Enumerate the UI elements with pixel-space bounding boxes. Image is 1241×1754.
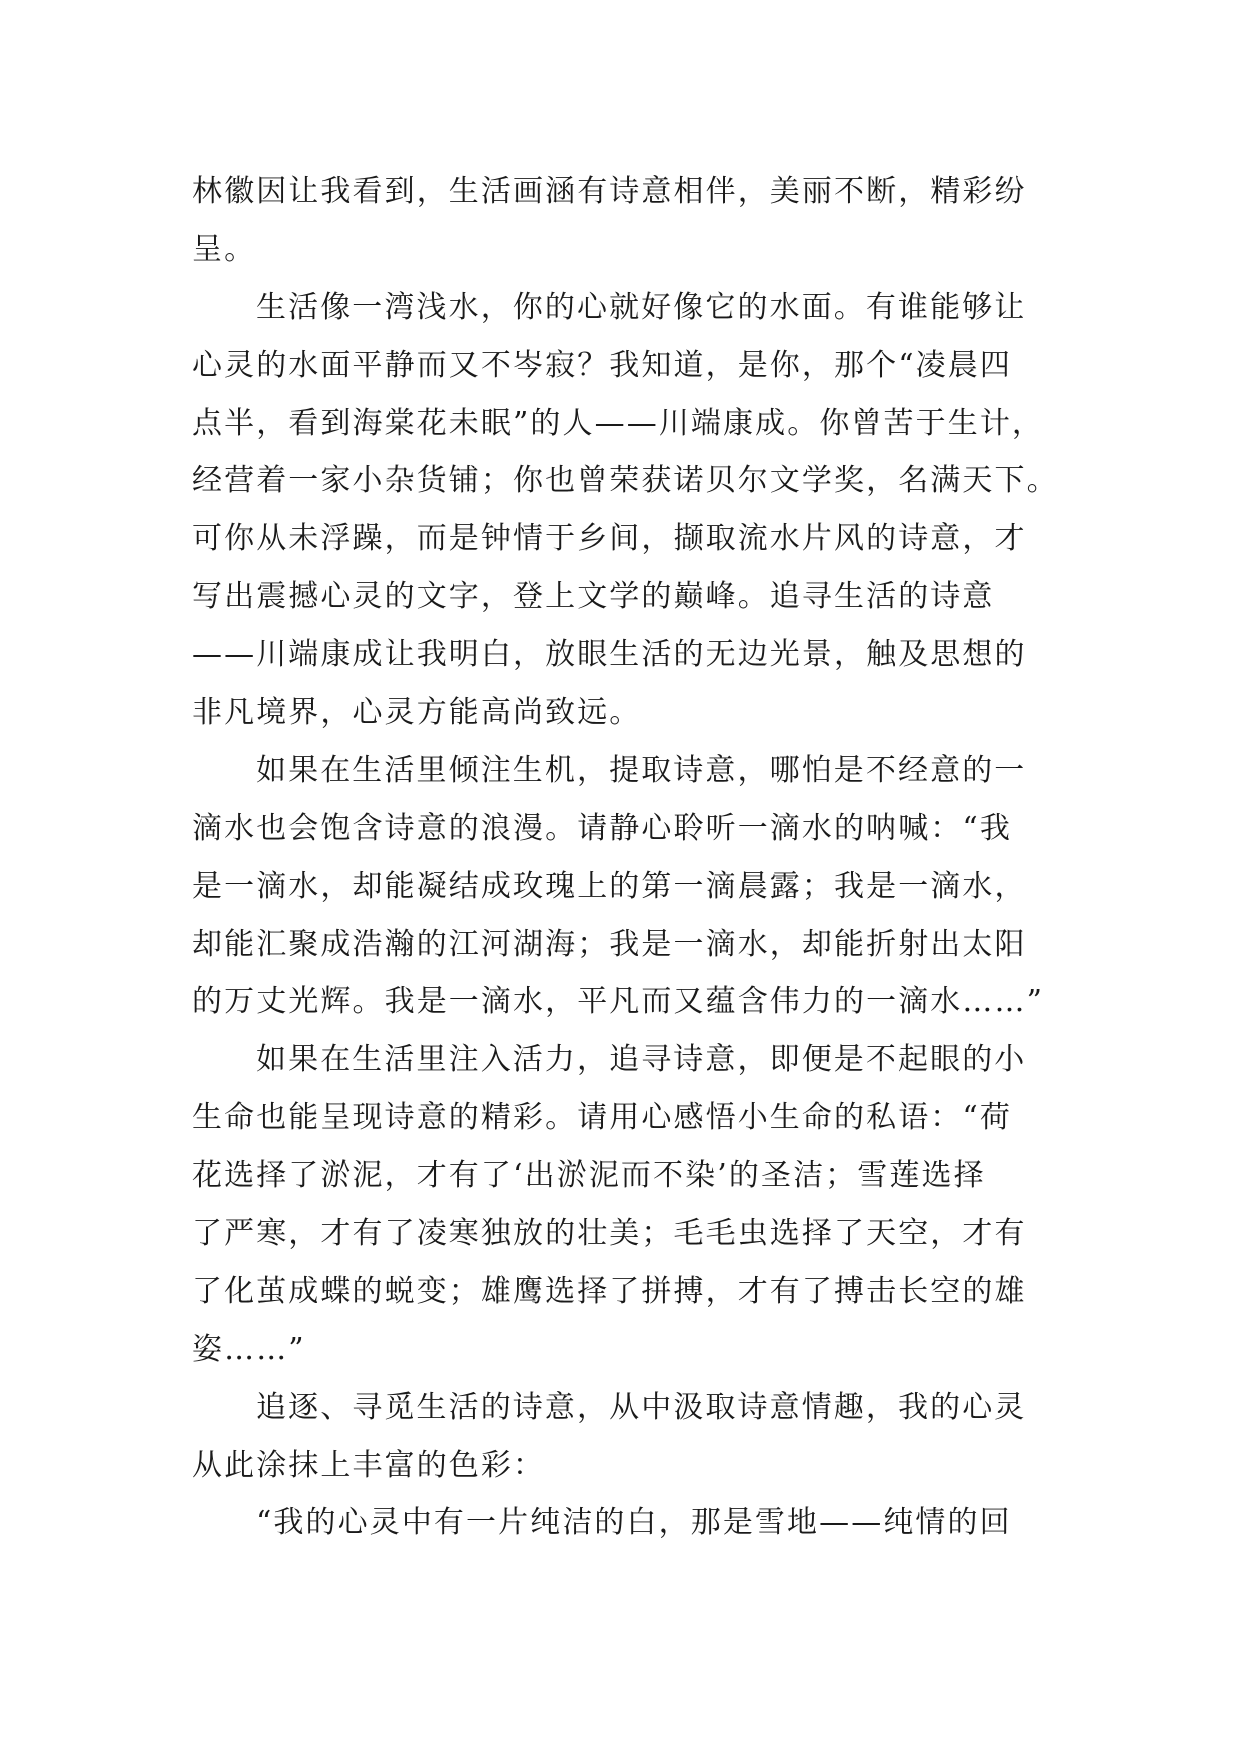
text-line: 滴水也会饱含诗意的浪漫。请静心聆听一滴水的呐喊：“我 — [192, 810, 1012, 846]
text-line: 如果在生活里注入活力，追寻诗意，即便是不起眼的小 — [256, 1042, 1027, 1078]
text-line: 林徽因让我看到，生活画涵有诗意相伴，美丽不断，精彩纷 — [192, 174, 1027, 209]
body-text — [192, 163, 1062, 1552]
text-line: 写出震撼心灵的文字，登上文学的巅峰。追寻生活的诗意 — [192, 579, 995, 615]
text-line: 却能汇聚成浩瀚的江河湖海；我是一滴水，却能折射出太阳 — [192, 926, 1027, 962]
text-line: 生活像一湾浅水，你的心就好像它的水面。有谁能够让 — [256, 289, 1027, 325]
text-line: 生命也能呈现诗意的精彩。请用心感悟小生命的私语：“荷 — [192, 1100, 1012, 1136]
text-line: 花选择了淤泥，才有了‘出淤泥而不染’的圣洁；雪莲选择 — [192, 1158, 986, 1194]
text-line: 姿……” — [192, 1331, 306, 1367]
text-line: 从此涂抹上丰富的色彩： — [192, 1447, 546, 1483]
text-line: 的万丈光辉。我是一滴水，平凡而又蕴含伟力的一滴水……” — [192, 984, 1045, 1020]
text-line: 追逐、寻觅生活的诗意，从中汲取诗意情趣，我的心灵 — [256, 1389, 1027, 1425]
text-line: 可你从未浮躁，而是钟情于乡间，撷取流水片风的诗意，才 — [192, 521, 1027, 557]
text-line: 呈。 — [192, 231, 257, 267]
text-line: 点半，看到海棠花未眠”的人——川端康成。你曾苦于生计， — [192, 405, 1045, 441]
text-line: “我的心灵中有一片纯洁的白，那是雪地——纯情的回 — [256, 1505, 1012, 1541]
text-line: 非凡境界，心灵方能高尚致远。 — [192, 695, 642, 731]
text-line: 心灵的水面平静而又不岑寂？我知道，是你，那个“凌晨四 — [192, 347, 1012, 383]
text-line: 如果在生活里倾注生机，提取诗意，哪怕是不经意的一 — [256, 752, 1027, 788]
text-line: 了化茧成蝶的蜕变；雄鹰选择了拼搏，才有了搏击长空的雄 — [192, 1273, 1027, 1309]
text-line: ——川端康成让我明白，放眼生活的无边光景，触及思想的 — [192, 637, 1027, 673]
text-line: 是一滴水，却能凝结成玫瑰上的第一滴晨露；我是一滴水， — [192, 868, 1027, 904]
text-line: 了严寒，才有了凌寒独放的壮美；毛毛虫选择了天空，才有 — [192, 1216, 1027, 1252]
text-line: 经营着一家小杂货铺；你也曾荣获诺贝尔文学奖，名满天下。 — [192, 463, 1059, 499]
